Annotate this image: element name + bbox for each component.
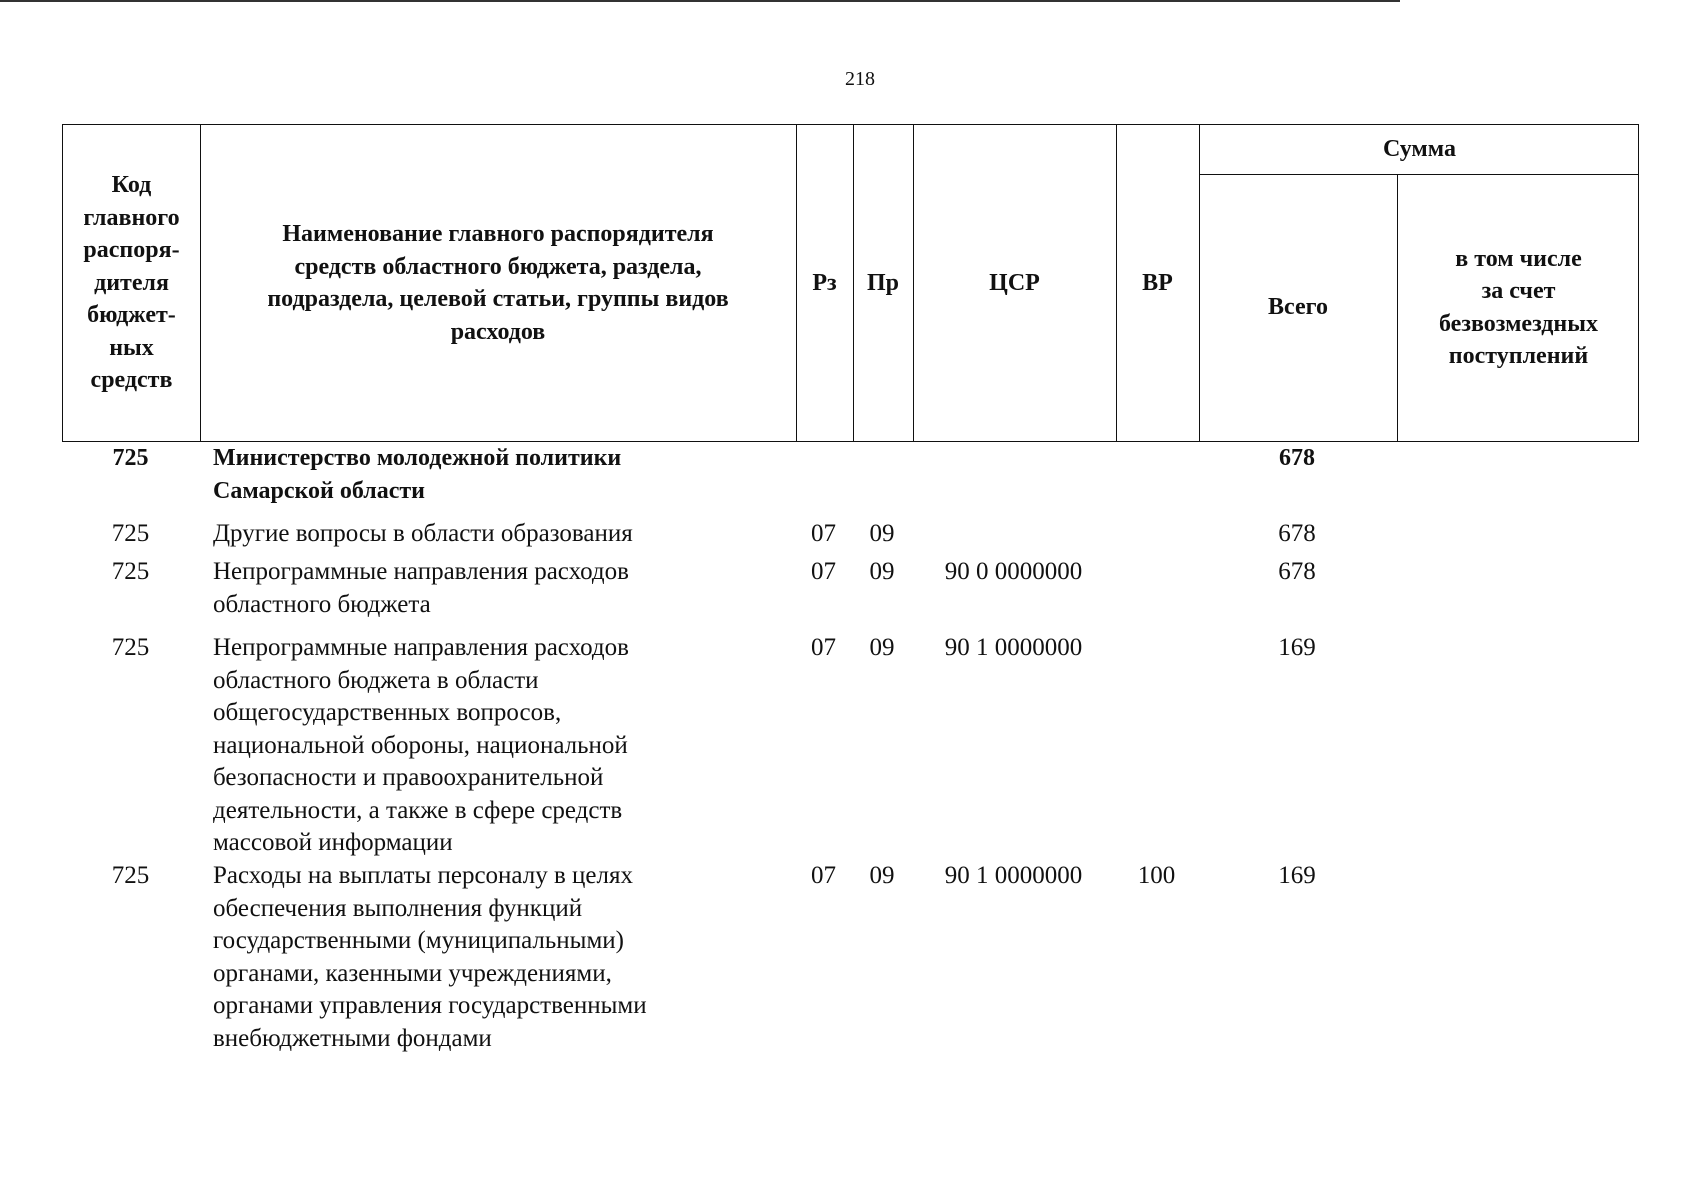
cell-csr: 90 1 0000000: [944, 634, 1083, 661]
cell-total: 678: [1279, 445, 1315, 471]
cell-name: Непрограммные направления расходов областного бюджета: [213, 558, 629, 618]
cell-name: Непрограммные направления расходов областного бюджета в области общегосударственных вопросов, национальной обороны, национальной безопасности и правоохранительной деятельности, а также в сфере средств массовой информации: [213, 634, 629, 856]
cell-vr: 100: [1137, 862, 1176, 889]
header-sum: Сумма: [1383, 136, 1456, 163]
cell-pr: 09: [869, 520, 895, 547]
table-header: [62, 124, 1639, 442]
cell-total: 678: [1278, 558, 1316, 585]
header-csr: ЦСР: [989, 269, 1040, 296]
page-number: 218: [845, 68, 875, 90]
cell-csr: 90 0 0000000: [944, 558, 1083, 585]
cell-name: Министерство молодежной политики Самарской области: [213, 445, 622, 504]
cell-total: 169: [1278, 862, 1316, 889]
cell-code: 725: [112, 445, 149, 471]
header-code: Код главного распоря- дителя бюджет- ных средств: [83, 172, 180, 394]
header-name: Наименование главного распорядителя средств областного бюджета, раздела, подраздела, целевой статьи, группы видов расходов: [267, 221, 729, 345]
header-pr: Пр: [866, 269, 899, 296]
cell-code: 725: [111, 520, 150, 547]
cell-pr: 09: [869, 634, 895, 661]
cell-rz: 07: [811, 862, 836, 889]
cell-rz: 07: [811, 558, 836, 585]
header-rz: Рз: [812, 269, 837, 296]
cell-total: 678: [1278, 520, 1316, 547]
cell-code: 725: [111, 634, 150, 661]
header-total: Всего: [1268, 294, 1328, 321]
cell-pr: 09: [869, 862, 895, 889]
cell-rz: 07: [811, 634, 836, 661]
cell-total: 169: [1278, 634, 1316, 661]
top-rule: [0, 0, 1400, 2]
cell-name: Другие вопросы в области образования: [213, 520, 633, 547]
cell-code: 725: [111, 862, 150, 889]
header-vr: ВР: [1142, 269, 1173, 296]
header-free: в том числе за счет безвозмездных поступлений: [1439, 245, 1598, 369]
cell-code: 725: [111, 558, 150, 585]
cell-rz: 07: [811, 520, 836, 547]
cell-pr: 09: [869, 558, 895, 585]
cell-csr: 90 1 0000000: [944, 862, 1083, 889]
cell-name: Расходы на выплаты персоналу в целях обеспечения выполнения функций государственными (муниципальными) органами, казенными учреждениями, органами управления государственными внебюджетными фондами: [213, 862, 647, 1052]
